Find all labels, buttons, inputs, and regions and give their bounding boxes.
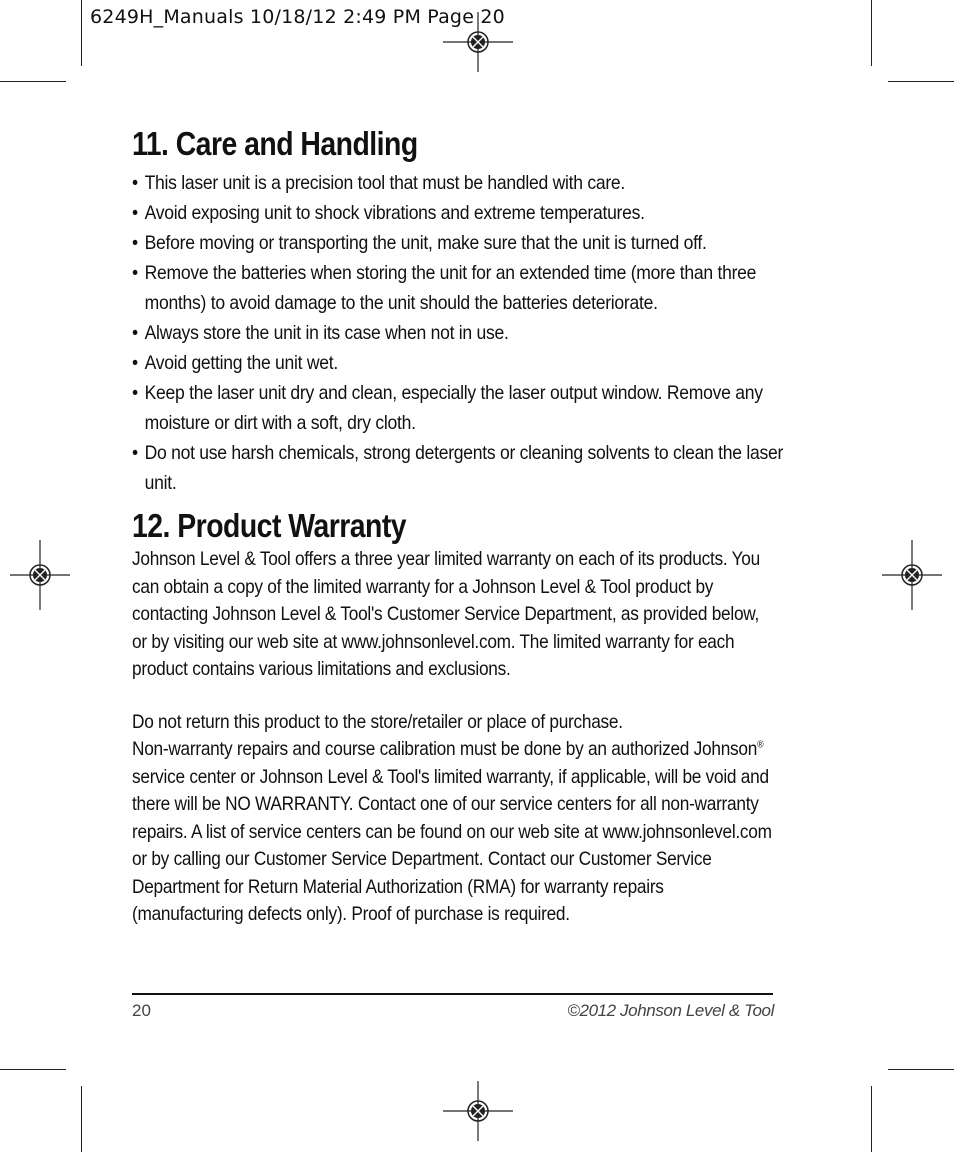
- crop-mark-bottom-left-vertical: [81, 1086, 82, 1152]
- bullet-text: Avoid getting the unit wet.: [144, 352, 338, 374]
- bullet-text: Do not use harsh chemicals, strong detergents or cleaning solvents to clean the laser unit.: [144, 442, 784, 494]
- crop-mark-top-right-horizontal: [888, 81, 954, 82]
- bullet-dot: •: [132, 202, 138, 224]
- crop-mark-bottom-right-horizontal: [888, 1069, 954, 1070]
- bullet-text: This laser unit is a precision tool that must be handled with care.: [144, 172, 625, 194]
- bullet-dot: •: [132, 352, 138, 374]
- bullet-text: Remove the batteries when storing the unit for an extended time (more than three months) to avoid damage to the unit should the batteries deteriorate.: [144, 262, 757, 314]
- crop-mark-bottom-left-horizontal: [0, 1069, 66, 1070]
- bullet-dot: •: [132, 442, 138, 464]
- crop-mark-bottom-right-vertical: [871, 1086, 872, 1152]
- print-slug: 6249H_Manuals 10/18/12 2:49 PM Page 20: [90, 6, 505, 28]
- care-bullet-list: [132, 168, 782, 498]
- bullet-item: [132, 318, 784, 348]
- crop-mark-top-left-horizontal: [0, 81, 66, 82]
- bullet-item: [132, 438, 784, 498]
- crop-mark-top-left-vertical: [81, 0, 82, 66]
- copyright-notice: ©2012 Johnson Level & Tool: [567, 1001, 774, 1020]
- bullet-text: Before moving or transporting the unit, make sure that the unit is turned off.: [144, 232, 707, 254]
- care-heading: 11. Care and Handling: [132, 125, 418, 162]
- registration-target-icon: [443, 1076, 513, 1146]
- bullet-dot: •: [132, 232, 138, 254]
- warranty-repair-text-a: Non-warranty repairs and course calibration must be done by an authorized Johnson: [132, 738, 758, 760]
- bullet-dot: •: [132, 382, 138, 404]
- warranty-heading: 12. Product Warranty: [132, 507, 407, 544]
- warranty-repair-text-b: service center or Johnson Level & Tool's limited warranty, if applicable, will be void and there will be NO WARRANTY. Contact one of our service centers for all non-warranty repairs. A list of service centers can be found on our web site at www.johnsonlevel.com or by calling our Customer Service Department. Contact our Customer Service Department for Return Material Authorization (RMA) for warranty repairs (manufacturing defects only). Proof of purchase is required.: [132, 765, 772, 925]
- bullet-item: [132, 258, 784, 318]
- bullet-item: [132, 168, 784, 198]
- crop-mark-top-right-vertical: [871, 0, 872, 66]
- registration-target-icon: [443, 7, 513, 77]
- registration-target-icon: [5, 540, 75, 610]
- page-content: [132, 126, 782, 929]
- warranty-paragraph-2: [132, 709, 778, 929]
- bullet-item: [132, 348, 784, 378]
- bullet-dot: •: [132, 322, 138, 344]
- registered-trademark: ®: [757, 739, 764, 751]
- warranty-return-line: Do not return this product to the store/retailer or place of purchase.: [132, 710, 623, 733]
- bullet-text: Always store the unit in its case when not in use.: [144, 322, 509, 344]
- bullet-item: [132, 198, 784, 228]
- bullet-dot: •: [132, 262, 138, 284]
- page-number: 20: [132, 1001, 151, 1020]
- bullet-item: [132, 228, 784, 258]
- bullet-item: [132, 378, 784, 438]
- footer-rule: [132, 993, 773, 995]
- bullet-dot: •: [132, 172, 138, 194]
- bullet-text: Avoid exposing unit to shock vibrations and extreme temperatures.: [144, 202, 645, 224]
- bullet-text: Keep the laser unit dry and clean, especially the laser output window. Remove any moisture or dirt with a soft, dry cloth.: [144, 382, 763, 434]
- warranty-paragraph-1: Johnson Level & Tool offers a three year limited warranty on each of its products. You can obtain a copy of the limited warranty for a Johnson Level & Tool product by contacting Johnson Level & Tool's Customer Service Department, as provided below, or by visiting our web site at www.johnsonlevel.com. The limited warranty for each product contains various limitations and exclusions.: [132, 548, 760, 680]
- registration-target-icon: [877, 540, 947, 610]
